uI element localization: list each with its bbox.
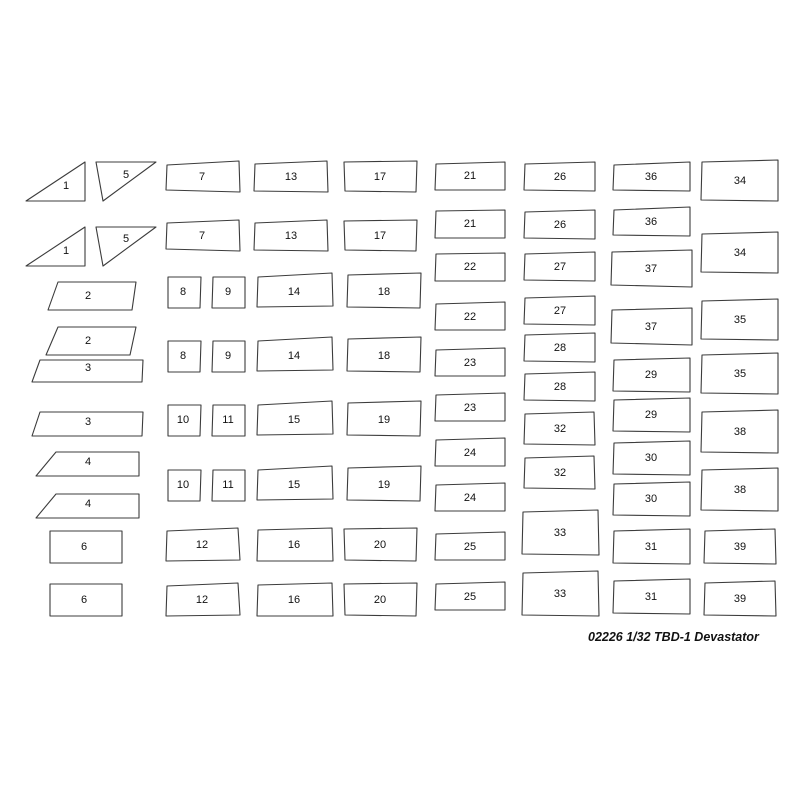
part-outline [36, 494, 139, 518]
part-number-label: 27 [553, 305, 567, 317]
part-number-label: 25 [463, 591, 477, 603]
part-number-label: 10 [176, 479, 190, 491]
part-number-label: 21 [463, 218, 477, 230]
part-outline [613, 482, 690, 516]
part-outline [613, 529, 690, 564]
part-outline [701, 299, 778, 340]
part-outline [347, 466, 421, 501]
part-number-label: 18 [377, 286, 391, 298]
part-number-label: 24 [463, 492, 477, 504]
part-outline [701, 160, 778, 201]
part-number-label: 29 [644, 369, 658, 381]
part-outline [347, 401, 421, 436]
part-outline [522, 571, 599, 616]
part-number-label: 30 [644, 452, 658, 464]
part-outline [26, 162, 85, 201]
part-number-label: 12 [195, 539, 209, 551]
part-number-label: 22 [463, 311, 477, 323]
part-outline [613, 358, 690, 392]
part-outline [613, 441, 690, 475]
part-number-label: 19 [377, 479, 391, 491]
part-outline [166, 583, 240, 616]
part-outline [701, 410, 778, 453]
part-outline [166, 220, 240, 251]
part-outline [701, 353, 778, 394]
part-outline [704, 529, 776, 564]
part-number-label: 34 [733, 247, 747, 259]
part-number-label: 7 [198, 171, 206, 183]
part-number-label: 2 [84, 290, 92, 302]
part-outline [344, 161, 417, 192]
part-outline [524, 412, 595, 445]
part-outline [168, 405, 201, 436]
part-number-label: 37 [644, 263, 658, 275]
part-outline [212, 341, 245, 372]
part-outline [26, 227, 85, 266]
part-outline [613, 398, 690, 432]
part-number-label: 1 [62, 180, 70, 192]
part-number-label: 8 [179, 286, 187, 298]
part-number-label: 5 [122, 169, 130, 181]
part-number-label: 32 [553, 467, 567, 479]
part-outline [257, 528, 333, 561]
part-number-label: 4 [84, 498, 92, 510]
part-number-label: 35 [733, 368, 747, 380]
part-number-label: 8 [179, 350, 187, 362]
part-outline [524, 162, 595, 191]
part-outline [257, 337, 333, 371]
part-outline [168, 277, 201, 308]
part-outline [168, 470, 201, 501]
part-number-label: 36 [644, 216, 658, 228]
part-number-label: 26 [553, 219, 567, 231]
part-number-label: 20 [373, 539, 387, 551]
part-number-label: 17 [373, 171, 387, 183]
part-number-label: 2 [84, 335, 92, 347]
part-number-label: 35 [733, 314, 747, 326]
part-number-label: 16 [287, 594, 301, 606]
part-outline [96, 227, 156, 266]
part-outline [32, 360, 143, 382]
part-number-label: 33 [553, 527, 567, 539]
part-outline [435, 302, 505, 330]
part-number-label: 3 [84, 362, 92, 374]
part-number-label: 26 [553, 171, 567, 183]
part-outline [613, 579, 690, 614]
part-outline [435, 532, 505, 560]
part-outline [166, 528, 240, 561]
part-outline [435, 393, 505, 421]
part-number-label: 15 [287, 479, 301, 491]
part-outline [524, 296, 595, 325]
part-outline [257, 401, 333, 435]
part-number-label: 24 [463, 447, 477, 459]
sheet-caption: 02226 1/32 TBD-1 Devastator [588, 630, 759, 644]
part-number-label: 9 [224, 286, 232, 298]
part-number-label: 11 [222, 479, 234, 491]
part-number-label: 5 [122, 233, 130, 245]
part-outline [613, 207, 690, 236]
part-number-label: 13 [284, 171, 298, 183]
part-number-label: 25 [463, 541, 477, 553]
part-outline [344, 220, 417, 251]
part-outline [611, 250, 692, 287]
part-outline [48, 282, 136, 310]
part-number-label: 30 [644, 493, 658, 505]
part-outline [254, 220, 328, 251]
part-number-label: 33 [553, 588, 567, 600]
part-outline [50, 584, 122, 616]
part-number-label: 13 [284, 230, 298, 242]
part-number-label: 27 [553, 261, 567, 273]
part-number-label: 1 [62, 245, 70, 257]
part-number-label: 21 [463, 170, 477, 182]
part-number-label: 17 [373, 230, 387, 242]
part-number-label: 38 [733, 484, 747, 496]
part-outline [435, 162, 505, 190]
part-number-label: 6 [80, 541, 88, 553]
part-number-label: 9 [224, 350, 232, 362]
part-number-label: 18 [377, 350, 391, 362]
part-outline [435, 483, 505, 511]
part-number-label: 23 [463, 402, 477, 414]
part-number-label: 4 [84, 456, 92, 468]
part-outline [435, 210, 505, 238]
part-outline [166, 161, 240, 192]
part-outline [435, 348, 505, 376]
part-number-label: 29 [644, 409, 658, 421]
part-outline [36, 452, 139, 476]
part-number-label: 10 [176, 414, 190, 426]
part-number-label: 7 [198, 230, 206, 242]
part-outline [257, 466, 333, 500]
part-outline [435, 253, 505, 281]
part-outline [212, 277, 245, 308]
part-number-label: 14 [287, 286, 301, 298]
part-number-label: 36 [644, 171, 658, 183]
part-number-label: 16 [287, 539, 301, 551]
part-outline [701, 232, 778, 273]
part-outline [254, 161, 328, 192]
part-number-label: 19 [377, 414, 391, 426]
part-number-label: 14 [287, 350, 301, 362]
part-outline [524, 210, 595, 239]
part-number-label: 20 [373, 594, 387, 606]
part-number-label: 15 [287, 414, 301, 426]
part-number-label: 37 [644, 321, 658, 333]
part-outline [347, 337, 421, 372]
part-number-label: 39 [733, 593, 747, 605]
part-number-label: 31 [644, 591, 658, 603]
part-outline [212, 470, 245, 501]
part-outline [524, 372, 595, 401]
part-number-label: 39 [733, 541, 747, 553]
part-outline [524, 333, 595, 362]
part-number-label: 31 [644, 541, 658, 553]
part-outline [524, 456, 595, 489]
part-number-label: 38 [733, 426, 747, 438]
part-outline [704, 581, 776, 616]
part-outline [46, 327, 136, 355]
part-number-label: 28 [553, 381, 567, 393]
part-outline [212, 405, 245, 436]
part-outline [522, 510, 599, 555]
part-outline [347, 273, 421, 308]
part-outline [344, 528, 417, 561]
part-number-label: 22 [463, 261, 477, 273]
part-number-label: 11 [222, 414, 234, 426]
part-outline [257, 273, 333, 307]
part-outline [611, 308, 692, 345]
part-number-label: 23 [463, 357, 477, 369]
part-number-label: 6 [80, 594, 88, 606]
part-number-label: 12 [195, 594, 209, 606]
part-outline [701, 468, 778, 511]
part-outline [96, 162, 156, 201]
part-outline [524, 252, 595, 281]
part-number-label: 3 [84, 416, 92, 428]
part-number-label: 34 [733, 175, 747, 187]
part-outline [257, 583, 333, 616]
part-outline [435, 438, 505, 466]
part-outline [435, 582, 505, 610]
part-outline [613, 162, 690, 191]
part-outline [32, 412, 143, 436]
part-number-label: 32 [553, 423, 567, 435]
part-number-label: 28 [553, 342, 567, 354]
part-outline [344, 583, 417, 616]
part-outline [168, 341, 201, 372]
part-outline [50, 531, 122, 563]
